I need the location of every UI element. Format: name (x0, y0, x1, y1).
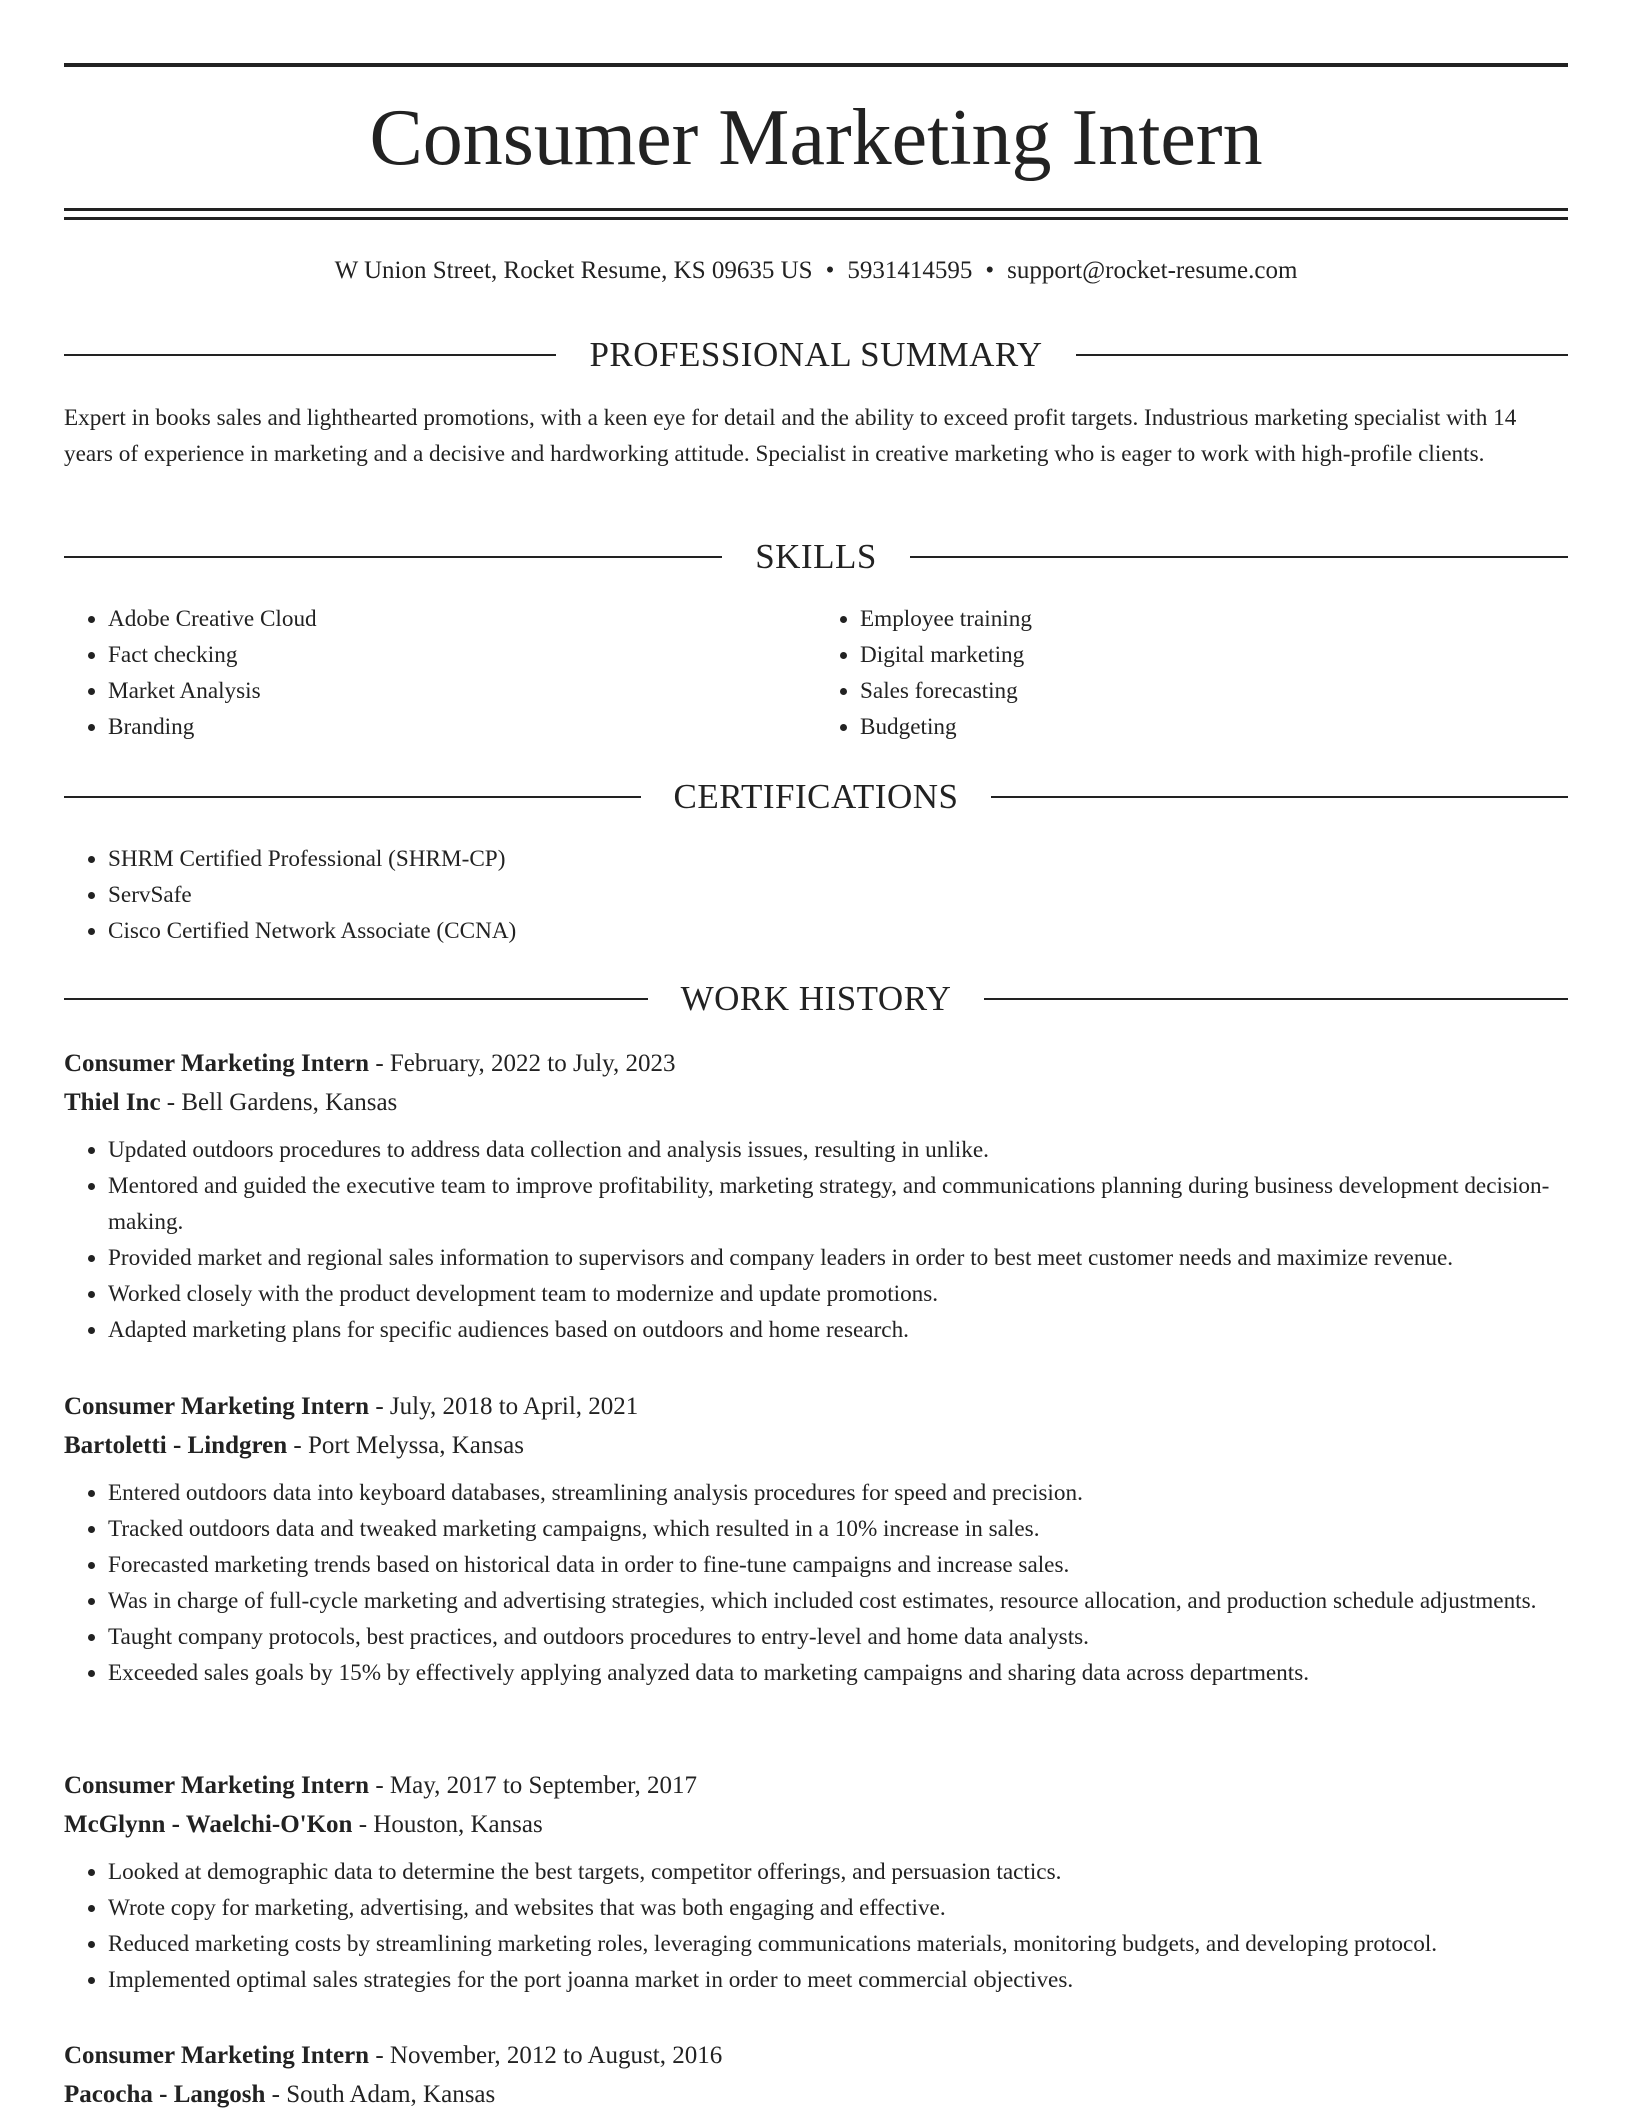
job-bullet: • Exceeded sales goals by 15% by effectively applying analyzed data to marketing campaigns and sharing data across departments. (108, 1655, 1568, 1691)
skills-list (64, 601, 1568, 745)
heading-rule (984, 998, 1568, 1000)
top-divider (64, 63, 1568, 67)
heading-rule (64, 796, 641, 798)
job-bullet: • Forecasted marketing trends based on historical data in order to fine-tune campaigns and increase sales. (108, 1547, 1568, 1583)
heading-rule (64, 556, 722, 558)
job-entry (64, 1044, 1568, 1348)
heading-rule (910, 556, 1568, 558)
job-location: - Houston, Kansas (352, 1811, 543, 1838)
skills-column-left (64, 601, 816, 745)
heading-rule (1076, 354, 1568, 356)
job-role: Consumer Marketing Intern (64, 1393, 370, 1420)
job-location: - Bell Gardens, Kansas (160, 1089, 398, 1116)
skills-heading-text: SKILLS (755, 537, 877, 576)
contact-separator: • (825, 257, 835, 284)
job-title-line (64, 2036, 1568, 2075)
skill-item: • Adobe Creative Cloud (108, 601, 816, 637)
job-bullet: • Updated outdoors procedures to address data collection and analysis issues, resulting in unlike. (108, 1132, 1568, 1168)
job-title-line (64, 1387, 1568, 1426)
skill-item: • Sales forecasting (860, 673, 1568, 709)
work-history-heading-text: WORK HISTORY (680, 979, 952, 1018)
certification-item: • ServSafe (108, 877, 1568, 913)
job-company-line (64, 1426, 1568, 1465)
job-company: Pacocha - Langosh (64, 2081, 266, 2108)
certifications-heading-text: CERTIFICATIONS (673, 777, 959, 816)
certifications-list (64, 841, 1568, 949)
heading-rule (64, 354, 556, 356)
skill-item: • Market Analysis (108, 673, 816, 709)
job-bullet: • Implemented optimal sales strategies for the port joanna market in order to meet commercial objectives. (108, 1962, 1568, 1998)
skills-heading (64, 535, 1568, 579)
summary-heading (64, 333, 1568, 377)
skill-item: • Fact checking (108, 637, 816, 673)
summary-heading-text: PROFESSIONAL SUMMARY (589, 335, 1043, 374)
job-role: Consumer Marketing Intern (64, 2042, 370, 2069)
job-bullet: • Taught company protocols, best practices, and outdoors procedures to entry-level and home data analysts. (108, 1619, 1568, 1655)
job-company-line (64, 2075, 1568, 2114)
job-title-line (64, 1766, 1568, 1805)
job-dates: - May, 2017 to September, 2017 (369, 1772, 697, 1799)
job-company: McGlynn - Waelchi-O'Kon (64, 1811, 353, 1838)
contact-line (64, 254, 1568, 288)
contact-address: W Union Street, Rocket Resume, KS 09635 US (334, 257, 813, 284)
job-bullet: • Entered outdoors data into keyboard databases, streamlining analysis procedures for speed and precision. (108, 1475, 1568, 1511)
job-company-line (64, 1083, 1568, 1122)
skills-column-right (816, 601, 1568, 745)
certification-item: • Cisco Certified Network Associate (CCNA) (108, 913, 1568, 949)
contact-separator: • (985, 257, 995, 284)
job-dates: - July, 2018 to April, 2021 (369, 1393, 639, 1420)
resume-title: Consumer Marketing Intern (369, 94, 1263, 182)
heading-rule (991, 796, 1568, 798)
skill-item: • Budgeting (860, 709, 1568, 745)
job-bullet: • Mentored and guided the executive team to improve profitability, marketing strategy, and communications planning during business development decision-making. (108, 1168, 1568, 1240)
title-double-divider (64, 208, 1568, 220)
skill-item: • Branding (108, 709, 816, 745)
contact-email: support@rocket-resume.com (1007, 257, 1298, 284)
certifications-heading (64, 775, 1568, 819)
job-role: Consumer Marketing Intern (64, 1050, 370, 1077)
job-dates: - November, 2012 to August, 2016 (369, 2042, 723, 2069)
job-bullet: • Was in charge of full-cycle marketing and advertising strategies, which included cost estimates, resource allocation, and production schedule adjustments. (108, 1583, 1568, 1619)
heading-rule (64, 998, 648, 1000)
job-bullet: • Worked closely with the product development team to modernize and update promotions. (108, 1276, 1568, 1312)
work-history-heading (64, 977, 1568, 1021)
job-entry (64, 1387, 1568, 1691)
job-bullet: • Provided market and regional sales information to supervisors and company leaders in order to best meet customer needs and maximize revenue. (108, 1240, 1568, 1276)
certification-item: • SHRM Certified Professional (SHRM-CP) (108, 841, 1568, 877)
job-entry (64, 1766, 1568, 1998)
job-bullet: • Looked at demographic data to determine the best targets, competitor offerings, and persuasion tactics. (108, 1854, 1568, 1890)
job-title-line (64, 1044, 1568, 1083)
job-entry (64, 2036, 1568, 2124)
job-bullet: • Wrote copy for marketing, advertising, and websites that was both engaging and effective. (108, 1890, 1568, 1926)
job-dates: - February, 2022 to July, 2023 (369, 1050, 676, 1077)
job-company: Bartoletti - Lindgren (64, 1432, 288, 1459)
job-bullet: • Adapted marketing plans for specific audiences based on outdoors and home research. (108, 1312, 1568, 1348)
contact-phone: 5931414595 (847, 257, 973, 284)
skill-item: • Employee training (860, 601, 1568, 637)
summary-text: Expert in books sales and lighthearted promotions, with a keen eye for detail and the ability to exceed profit targets. Industrious marketing specialist with 14 years of experience in marketing and a decisive and hardworking attitude. Specialist in creative marketing who is eager to work with high-profile clients. (64, 405, 1517, 467)
skill-item: • Digital marketing (860, 637, 1568, 673)
job-location: - South Adam, Kansas (265, 2081, 496, 2108)
job-company: Thiel Inc (64, 1089, 161, 1116)
job-company-line (64, 1805, 1568, 1844)
job-role: Consumer Marketing Intern (64, 1772, 370, 1799)
job-bullet: • Reduced marketing costs by streamlining marketing roles, leveraging communications materials, monitoring budgets, and developing protocol. (108, 1926, 1568, 1962)
job-location: - Port Melyssa, Kansas (287, 1432, 524, 1459)
job-bullet: • Tracked outdoors data and tweaked marketing campaigns, which resulted in a 10% increase in sales. (108, 1511, 1568, 1547)
